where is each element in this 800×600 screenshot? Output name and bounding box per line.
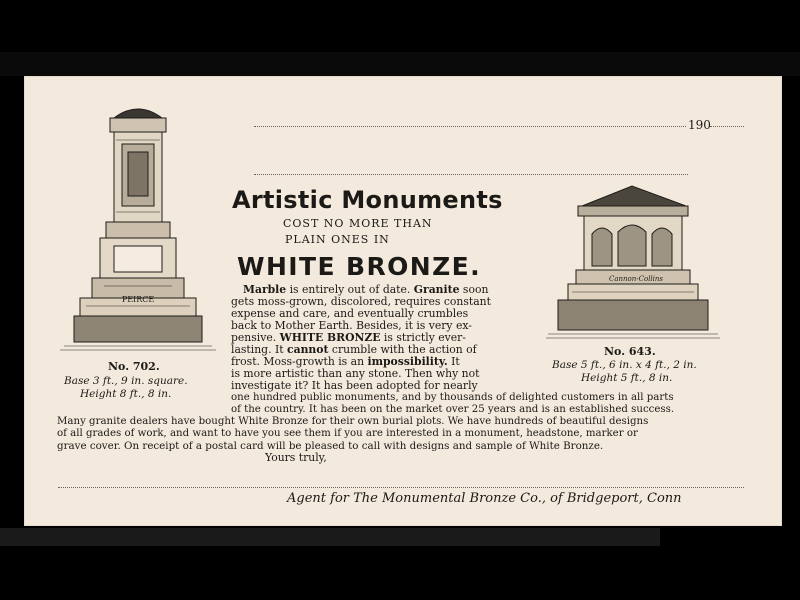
card-subtitle-line2: PLAIN ONES IN (285, 233, 390, 246)
body-line: Many granite dealers have bought White Bronze for their own burial plots. We have hundreds of beautiful designs (57, 416, 649, 427)
body-line: grave cover. On receipt of a postal card will be pleased to call with designs and sample of White Bronze. (57, 440, 604, 452)
monument-inscription: Cannon-Collins (608, 275, 664, 283)
monument-702-base: Base 3 ft., 9 in. square. (64, 375, 188, 387)
monument-702-illustration (56, 100, 220, 358)
body-line: back to Mother Earth. Besides, it is very ex- (231, 319, 472, 332)
address-dotted-line (254, 174, 688, 175)
body-line: Marble is entirely out of date. Granite soon (243, 283, 489, 296)
agent-dotted-line (58, 487, 744, 488)
card-headline: WHITE BRONZE. (237, 252, 482, 281)
monument-643-base: Base 5 ft., 6 in. x 4 ft., 2 in. (552, 359, 697, 371)
body-line: pensive. WHITE BRONZE is strictly ever- (231, 331, 466, 344)
scan-border-bar (0, 528, 660, 546)
body-line: gets moss-grown, discolored, requires constant (231, 295, 491, 308)
monument-702-height: Height 8 ft., 8 in. (80, 388, 172, 400)
top-frame (0, 52, 800, 76)
body-line: of all grades of work, and want to have you see them if you are interested in a monument, headstone, marker or (57, 428, 638, 439)
body-line: lasting. It cannot crumble with the action of (231, 343, 477, 356)
body-line: expense and care, and eventually crumbles (231, 307, 469, 320)
card-subtitle-line1: COST NO MORE THAN (283, 217, 433, 230)
card-title: Artistic Monuments (232, 186, 503, 214)
body-line: investigate it? It has been adopted for nearly (231, 379, 478, 392)
monument-643-illustration (544, 182, 722, 346)
monument-702-number: No. 702. (108, 360, 160, 373)
monument-inscription: PEIRCE (121, 295, 155, 304)
date-dotted-line (254, 126, 686, 127)
agent-line: Agent for The Monumental Bronze Co., of Bridgeport, Conn (287, 491, 682, 506)
body-line: one hundred public monuments, and by thousands of delighted customers in all parts (231, 392, 674, 403)
closing-line: Yours truly, (265, 451, 327, 464)
body-line: of the country. It has been on the market over 25 years and is an established success. (231, 404, 675, 415)
monument-643-number: No. 643. (604, 345, 656, 358)
monument-643-height: Height 5 ft., 8 in. (581, 372, 673, 384)
year-field: 190 (688, 118, 711, 132)
body-line: is more artistic than any stone. Then why not (231, 367, 480, 380)
body-line: frost. Moss-growth is an impossibility. It (231, 355, 460, 368)
date-dotted-line-end (710, 126, 744, 127)
